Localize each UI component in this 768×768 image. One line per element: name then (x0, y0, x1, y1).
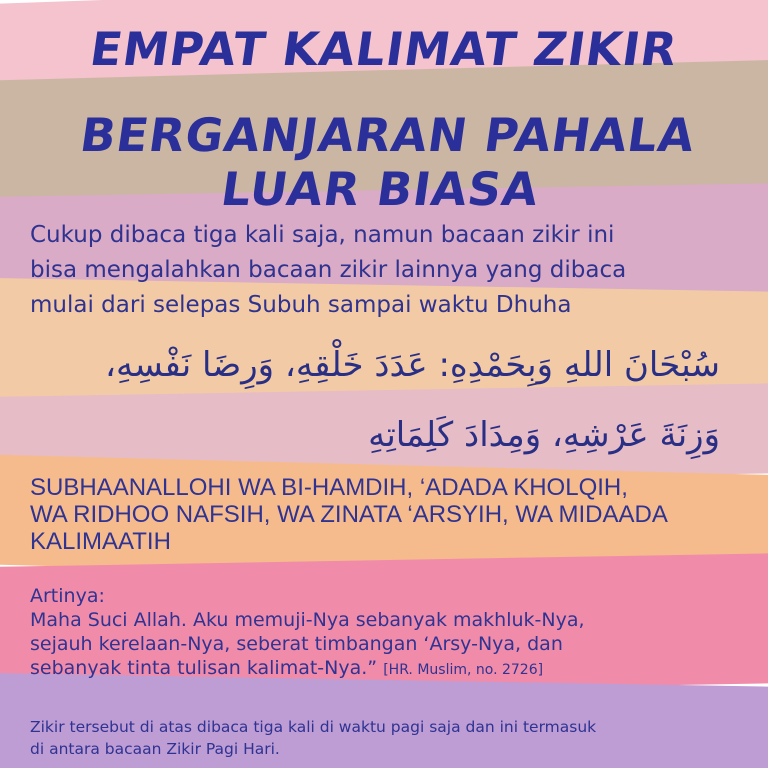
footnote-line-2: di antara bacaan Zikir Pagi Hari. (30, 740, 280, 758)
meaning-label: Artinya: (30, 585, 105, 607)
footnote (30, 716, 750, 760)
footnote-line-1: Zikir tersebut di atas dibaca tiga kali di waktu pagi saja dan ini termasuk (30, 718, 597, 736)
meaning-line-2: sejauh kerelaan-Nya, seberat timbangan ‘Arsy-Nya, dan (30, 633, 563, 655)
title-line-2: BERGANJARAN PAHALA LUAR BIASA (76, 108, 699, 216)
meaning-text (30, 608, 760, 682)
transliteration-line-3: KALIMAATIH (30, 528, 171, 555)
title-line-1: EMPAT KALIMAT ZIKIR (86, 22, 682, 76)
intro-line-2: bisa mengalahkan bacaan zikir lainnya yang dibaca (30, 257, 627, 283)
hadith-source: [HR. Muslim, no. 2726] (383, 662, 544, 678)
transliteration-line-2: WA RIDHOO NAFSIH, WA ZINATA ‘ARSYIH, WA MIDAADA (30, 501, 668, 528)
arabic-dhikr (60, 330, 720, 470)
meaning-line-1: Maha Suci Allah. Aku memuji-Nya sebanyak makhluk-Nya, (30, 609, 585, 631)
arabic-line-1: سُبْحَانَ اللهِ وَبِحَمْدِهِ: عَدَدَ خَلْقِهِ، وَرِضَا نَفْسِهِ، (105, 345, 720, 385)
intro-text (30, 218, 750, 323)
transliteration-line-1: SUBHAANALLOHI WA BI-HAMDIH, ‘ADADA KHOLQIH, (30, 474, 628, 501)
meaning-line-3-wrap (30, 656, 760, 682)
meaning-line-3: sebanyak tinta tulisan kalimat-Nya.” (30, 657, 378, 679)
arabic-line-2: وَزِنَةَ عَرْشِهِ، وَمِدَادَ كَلِمَاتِهِ (368, 415, 720, 455)
transliteration (30, 474, 750, 555)
intro-line-3: mulai dari selepas Subuh sampai waktu Dhuha (30, 292, 572, 318)
intro-line-1: Cukup dibaca tiga kali saja, namun bacaan zikir ini (30, 222, 615, 248)
